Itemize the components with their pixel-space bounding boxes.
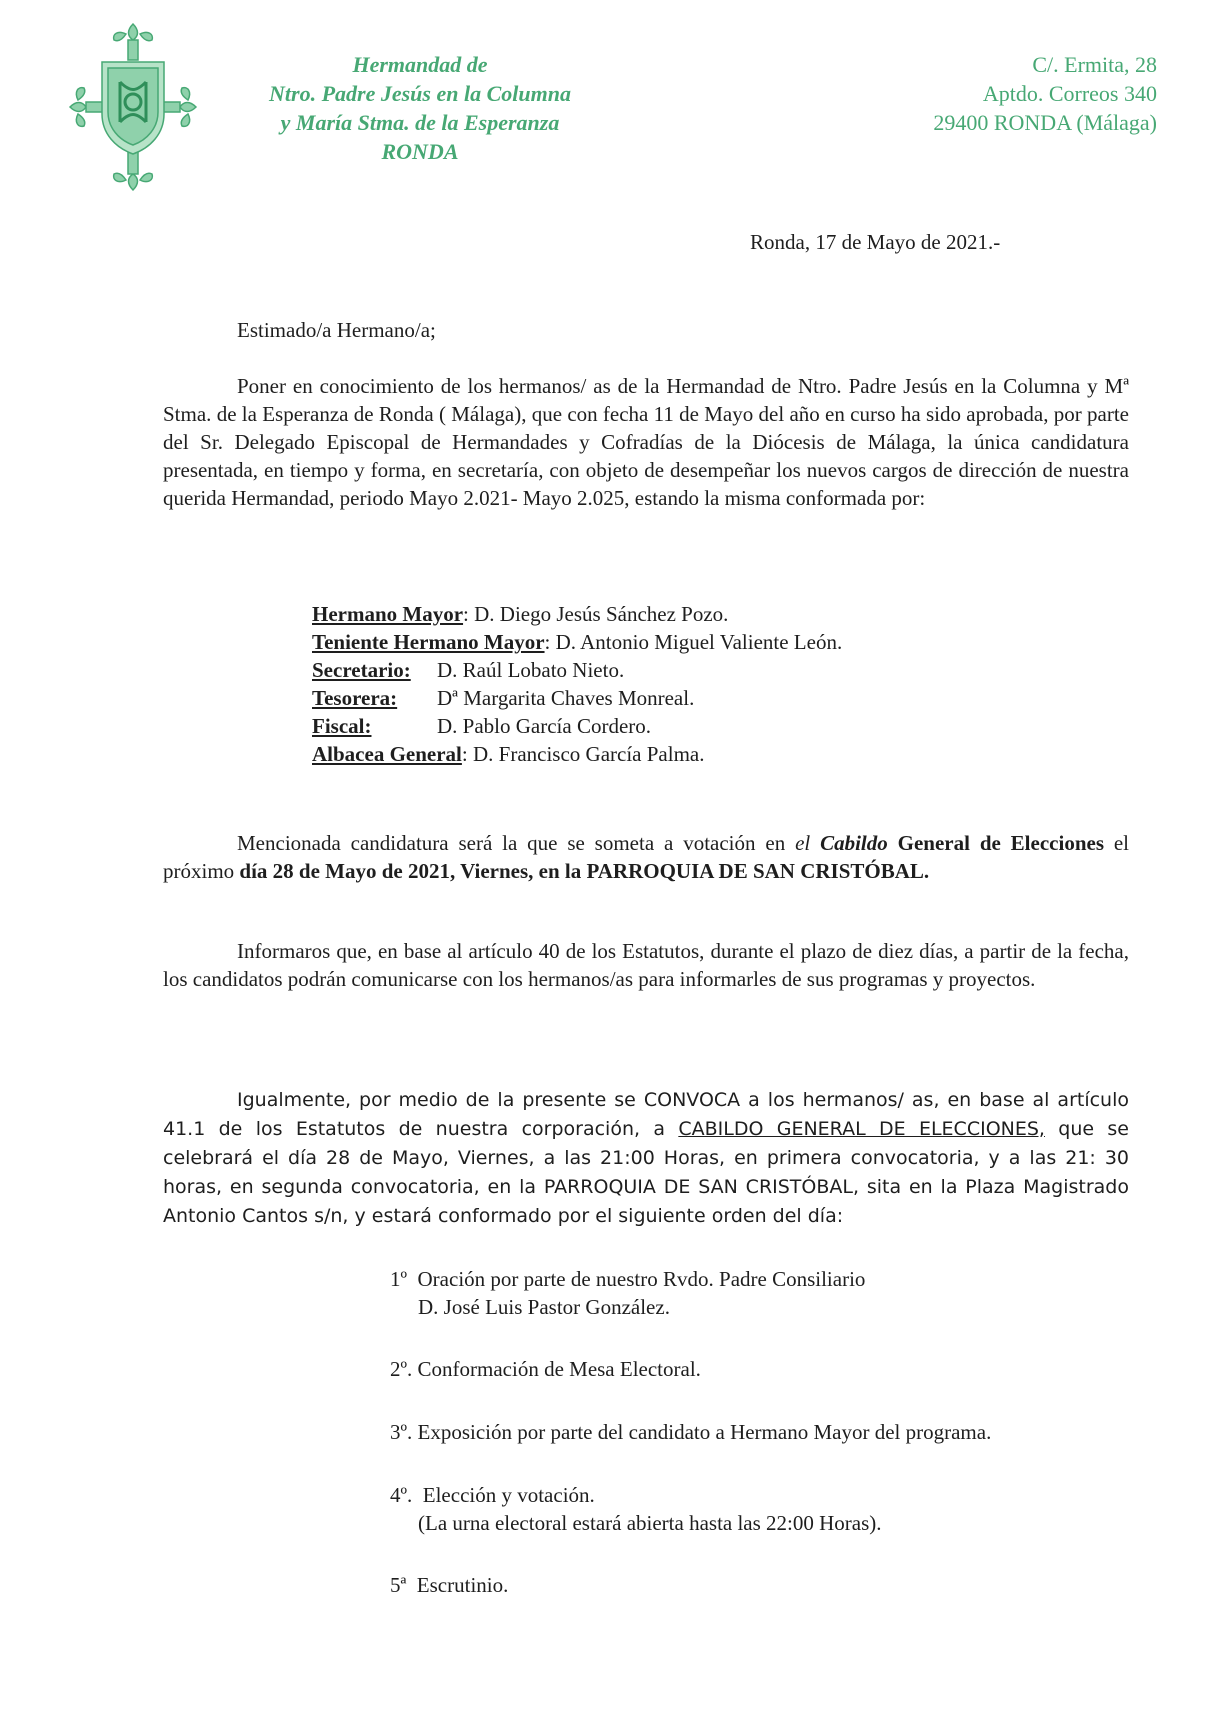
candidate-row	[312, 684, 842, 712]
agenda-text: Conformación de Mesa Electoral.	[417, 1357, 701, 1381]
agenda-number: 3º.	[390, 1420, 413, 1444]
org-line-4: RONDA	[381, 139, 459, 164]
agenda-item	[390, 1355, 701, 1383]
paragraph-vote	[163, 829, 1129, 885]
para4-cabildo-general: CABILDO GENERAL DE ELECCIONES,	[678, 1118, 1045, 1140]
para2-el: el	[795, 831, 811, 855]
candidate-role: Teniente Hermano Mayor	[312, 630, 545, 654]
agenda-text: Escrutinio.	[416, 1573, 509, 1597]
para4-text-2: a los hermanos/ as, en base al artículo 41.1 de los Estatutos de nuestra corporación, a	[163, 1089, 1129, 1140]
cross-fleury-shield-emblem-icon	[68, 22, 198, 192]
candidate-row	[312, 740, 842, 768]
candidate-separator: :	[544, 630, 556, 654]
candidate-role: Albacea General	[312, 742, 462, 766]
address-block	[933, 50, 1157, 137]
candidate-separator: :	[461, 742, 473, 766]
para2-space	[810, 831, 820, 855]
address-line-1: C/. Ermita, 28	[1032, 52, 1157, 77]
para2-general-elecciones: General de Elecciones	[887, 831, 1104, 855]
address-line-2: Aptdo. Correos 340	[982, 81, 1157, 106]
para2-text: Mencionada candidatura será la que se someta a votación en	[237, 831, 796, 855]
agenda-text: Elección y votación.	[422, 1483, 595, 1507]
agenda-number: 4º.	[390, 1483, 413, 1507]
candidate-row	[312, 628, 842, 656]
organization-name	[230, 50, 610, 166]
para4-text-1: Igualmente, por medio de la presente se	[237, 1089, 644, 1111]
para2-date-place: día 28 de Mayo de 2021, Viernes, en la PARROQUIA DE SAN CRISTÓBAL.	[239, 859, 930, 883]
agenda-item	[390, 1481, 882, 1537]
agenda-item	[390, 1418, 991, 1446]
para4-text-3: que se celebrará el día 28 de Mayo, Viernes, a las 21:00 Horas, en primera convocatoria, y a las 21: 30 horas	[163, 1118, 1129, 1198]
candidate-name: D. Antonio Miguel Valiente León.	[555, 630, 843, 654]
agenda-item	[390, 1571, 508, 1599]
candidate-role: Tesorera:	[312, 686, 398, 710]
agenda-text: Exposición por parte del candidato a Hermano Mayor del programa.	[417, 1420, 992, 1444]
agenda-subtext: (La urna electoral estará abierta hasta las 22:00 Horas).	[418, 1511, 882, 1535]
agenda-item	[390, 1265, 865, 1321]
org-line-2: Ntro. Padre Jesús en la Columna	[269, 81, 571, 106]
candidate-name: D. Pablo García Cordero.	[437, 714, 652, 738]
greeting: Estimado/a Hermano/a;	[237, 318, 436, 342]
para4-convoca: CONVOCA	[643, 1089, 741, 1111]
para4-text-5: , sita en la Plaza Magistrado Antonio Cantos s/n, y estará conformado por el siguiente orden del día:	[163, 1176, 1129, 1227]
candidate-row	[312, 712, 842, 740]
candidate-name: Dª Margarita Chaves Monreal.	[437, 686, 695, 710]
agenda-number: 1º	[390, 1267, 408, 1291]
para4-parroquia: PARROQUIA DE SAN CRISTÓBAL	[543, 1176, 853, 1198]
candidate-name: D. Francisco García Palma.	[472, 742, 705, 766]
para2-cabildo: Cabildo	[820, 831, 888, 855]
candidate-list	[312, 600, 842, 768]
candidate-separator: :	[463, 602, 475, 626]
agenda-number: 5ª	[390, 1573, 407, 1597]
candidate-row	[312, 600, 842, 628]
agenda-text: Oración por parte de nuestro Rvdo. Padre Consiliario	[417, 1267, 866, 1291]
candidate-role: Hermano Mayor	[312, 602, 464, 626]
org-line-1: Hermandad de	[352, 52, 488, 77]
paragraph-announcement: Poner en conocimiento de los hermanos/ as de la Hermandad de Ntro. Padre Jesús en la Columna y Mª Stma. de la Esperanza de Ronda ( Málaga), que con fecha 11 de Mayo del año en curso ha sido aprobada, por parte del Sr. Delegado Episcopal de Hermandades y Cofradías de la Diócesis de Málaga, la única candidatura presentada, en tiempo y forma, en secretaría, con objeto de desempeñar los nuevos cargos de dirección de nuestra querida Hermandad, periodo Mayo 2.021- Mayo 2.025, estando la misma conformada por:	[163, 374, 1129, 510]
org-line-3: y María Stma. de la Esperanza	[280, 110, 560, 135]
candidate-name: D. Diego Jesús Sánchez Pozo.	[474, 602, 729, 626]
candidate-row	[312, 656, 842, 684]
candidate-role: Fiscal:	[312, 714, 372, 738]
letter-date: Ronda, 17 de Mayo de 2021.-	[750, 230, 1001, 254]
agenda-subtext: D. José Luis Pastor González.	[418, 1295, 670, 1319]
paragraph-convocation	[163, 1086, 1129, 1231]
agenda-number: 2º.	[390, 1357, 413, 1381]
address-line-3: 29400 RONDA (Málaga)	[933, 110, 1157, 135]
candidate-role: Secretario:	[312, 658, 411, 682]
candidate-name: D. Raúl Lobato Nieto.	[437, 658, 625, 682]
para2-text-2: el próximo	[163, 831, 1130, 883]
paragraph-information: Informaros que, en base al artículo 40 de los Estatutos, durante el plazo de diez días, a partir de la fecha, los candidatos podrán comunicarse con los hermanos/as para informarles de sus programas y proyectos.	[163, 939, 1129, 991]
para4-text-4: , en segunda convocatoria, en la	[216, 1176, 544, 1198]
